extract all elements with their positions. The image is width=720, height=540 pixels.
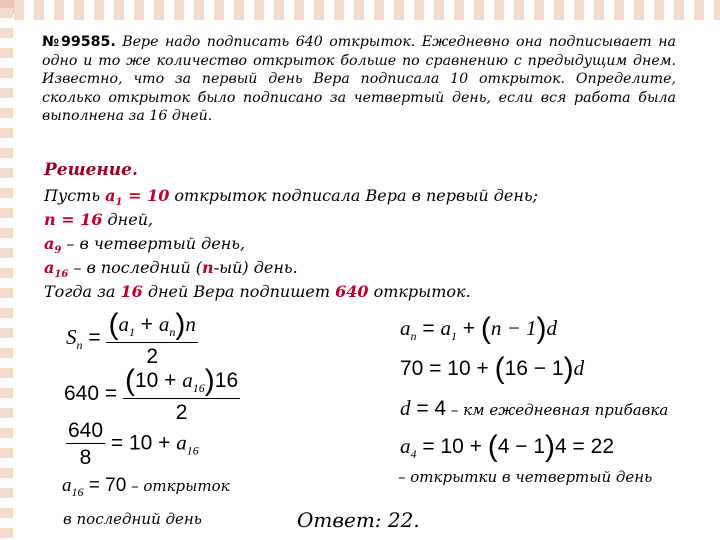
sumsub-eq: = bbox=[99, 382, 123, 406]
an-d: d bbox=[546, 316, 558, 340]
sumsub-den: 2 bbox=[175, 401, 188, 424]
a16-note-line2: в последний день bbox=[63, 510, 202, 528]
sum-num-n: n bbox=[185, 312, 196, 336]
a4-a: a bbox=[400, 434, 411, 458]
line5-post: открыток. bbox=[368, 282, 471, 301]
d-var: d bbox=[400, 396, 411, 420]
d-equation bbox=[400, 398, 668, 419]
line1-sub: 1 bbox=[115, 197, 123, 209]
frac-eq: = 10 + bbox=[105, 431, 177, 455]
a4-equation: $a_4 = 10 + (4 - 1)4 = 22$ bbox=[400, 430, 615, 463]
sum-fraction: $\frac{(a_1 + a_n)n}{2}$ bbox=[108, 308, 196, 368]
fraction-equation bbox=[66, 420, 199, 468]
an-inner: n − 1 bbox=[490, 316, 537, 340]
sum-lhs-sub: n bbox=[76, 338, 83, 353]
frame-top-border bbox=[14, 0, 720, 20]
line1-var: a bbox=[105, 186, 116, 205]
sumsub-fraction: $\frac{(10 + a_{16})16}{2}$ bbox=[124, 364, 239, 424]
answer: Ответ: 22. bbox=[297, 508, 420, 532]
a16-eq: = 70 bbox=[83, 475, 127, 496]
d-note: – км ежедневная прибавка bbox=[446, 401, 669, 419]
a16-note: – открыток bbox=[126, 477, 230, 495]
sum-formula bbox=[66, 310, 198, 367]
line2-post: дней, bbox=[102, 210, 154, 229]
an-eq: = bbox=[416, 317, 441, 340]
line5-pre: Тогда за bbox=[44, 282, 121, 301]
line4-post1: – в последний ( bbox=[68, 258, 203, 277]
frac-a-sub: 16 bbox=[186, 443, 199, 458]
a4-eq: = 10 + bbox=[416, 435, 488, 458]
line2-var: n = 16 bbox=[44, 210, 103, 229]
d-eq: = 4 bbox=[410, 397, 447, 420]
sumsub-num2: 16 bbox=[214, 369, 239, 392]
line1-post: открыток подписала Вера в первый день; bbox=[169, 186, 538, 205]
sum-eq: = bbox=[82, 326, 107, 350]
an-substituted: 70 = 10 + (16 − 1)d bbox=[400, 352, 585, 385]
a4-tail: 4 = 22 bbox=[555, 435, 615, 458]
line5-v1: 16 bbox=[120, 282, 143, 301]
sum-num-b-sub: n bbox=[169, 325, 176, 340]
frame-left-border bbox=[0, 8, 13, 540]
an-plus: + bbox=[456, 317, 481, 340]
sum-den: 2 bbox=[146, 345, 158, 368]
solution-line-4 bbox=[44, 258, 298, 280]
line5-v2: 640 bbox=[335, 282, 369, 301]
problem-statement bbox=[42, 33, 676, 126]
ansub-inner: 16 − 1 bbox=[504, 357, 564, 380]
an-a-sub: 1 bbox=[450, 329, 457, 344]
solution-line-2 bbox=[44, 210, 153, 229]
solution-line-1 bbox=[44, 186, 538, 208]
line5-mid: дней Вера подпишет bbox=[142, 282, 336, 301]
solution-heading: Решение. bbox=[44, 160, 138, 180]
line4-n: n bbox=[202, 258, 214, 277]
sum-substituted bbox=[64, 366, 240, 423]
line4-post2: -ый) день. bbox=[213, 258, 298, 277]
sumsub-num-a: a bbox=[182, 368, 193, 392]
problem-text: Вере надо подписать 640 открыток. Ежедневно она подписывает на одно и то же количество открыток больше по сравнению с предыдущим днем. Известно, что за первый день Вера подписала 10 открыток. Определите, сколько открыток было подписано за четвертый день, если вся работа была выполнена за 16 дней. bbox=[42, 34, 677, 125]
a4-note: – открытки в четвертый день bbox=[398, 468, 653, 486]
an-lhs: a bbox=[400, 316, 411, 340]
frac-640-8 bbox=[66, 420, 105, 468]
an-formula: $a_n = a_1 + (n - 1)d$ bbox=[400, 312, 558, 345]
sum-num-a: a bbox=[118, 312, 129, 336]
ansub-lhs: 70 = 10 + bbox=[400, 357, 495, 380]
sum-num-a-sub: 1 bbox=[128, 325, 135, 340]
line3-post: – в четвертый день, bbox=[61, 234, 246, 253]
sum-plus: + bbox=[134, 313, 159, 336]
frac-num: 640 bbox=[68, 419, 104, 442]
line1-eq: = 10 bbox=[122, 186, 170, 205]
problem-number: №99585. bbox=[42, 34, 116, 50]
a16-a: a bbox=[62, 475, 72, 496]
an-a: a bbox=[440, 316, 451, 340]
solution-line-5 bbox=[44, 282, 471, 301]
line3-sub: 9 bbox=[54, 245, 62, 257]
sumsub-num1: 10 + bbox=[134, 369, 183, 392]
line4-sub: 16 bbox=[54, 269, 69, 281]
a16-equation bbox=[62, 476, 230, 498]
line4-var: a bbox=[44, 258, 55, 277]
a4-inner: 4 − 1 bbox=[497, 435, 546, 458]
sumsub-num-a-sub: 16 bbox=[192, 381, 205, 396]
sum-lhs: S bbox=[66, 325, 77, 350]
line1-pre: Пусть bbox=[44, 186, 106, 205]
sum-num-b: a bbox=[158, 312, 170, 336]
a4-a-sub: 4 bbox=[410, 447, 417, 462]
frac-den: 8 bbox=[79, 446, 92, 469]
a16-a-sub: 16 bbox=[71, 484, 84, 499]
line3-var: a bbox=[44, 234, 55, 253]
sumsub-lhs: 640 bbox=[64, 382, 100, 406]
solution-line-3 bbox=[44, 234, 245, 256]
ansub-d: d bbox=[573, 356, 585, 380]
an-lhs-sub: n bbox=[410, 329, 417, 344]
frac-a: a bbox=[176, 430, 187, 455]
